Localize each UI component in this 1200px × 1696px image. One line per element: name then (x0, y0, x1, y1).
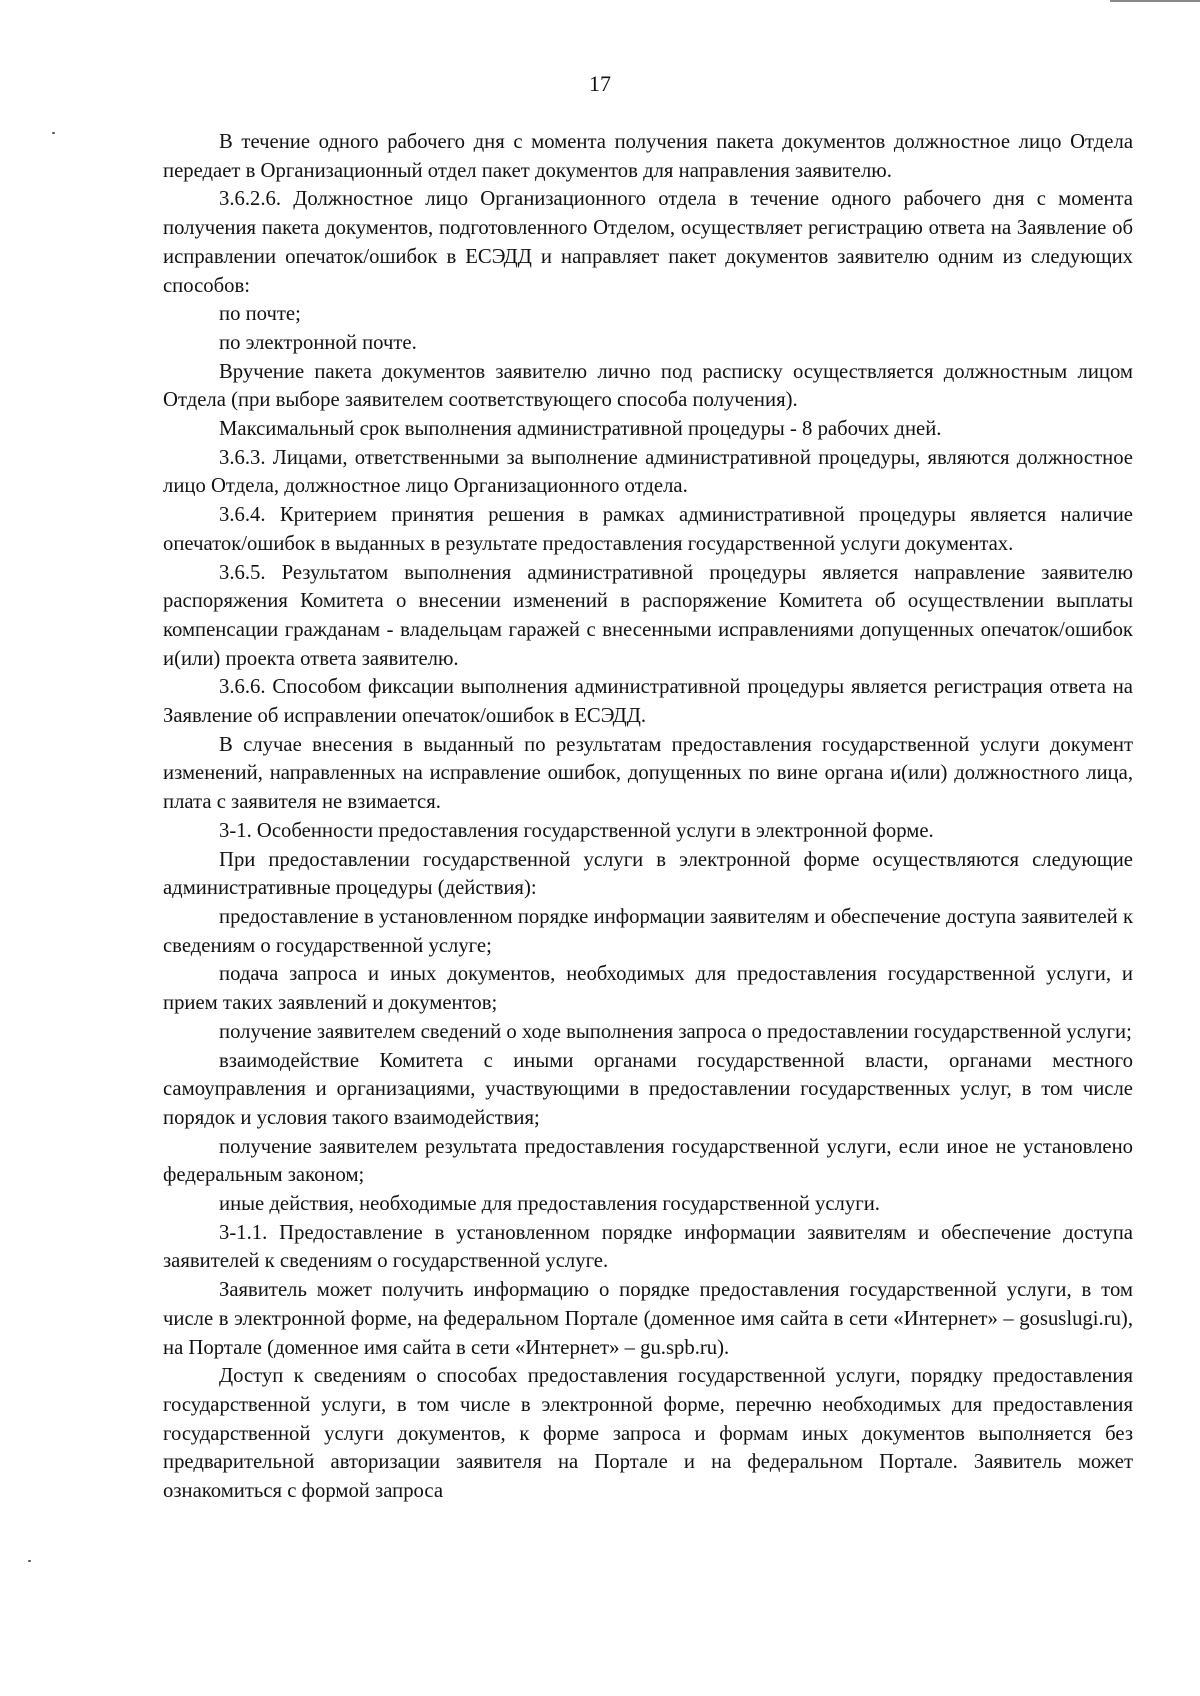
page-number: 17 (589, 71, 611, 96)
list-item: по электронной почте. (219, 331, 417, 354)
section-heading: 3-1. Особенности предоставления государственной услуги в электронной форме. (219, 819, 934, 842)
scan-top-edge-rule (1110, 0, 1200, 2)
paragraph: При предоставлении государственной услуги в электронной форме осуществляются следующие административные процедуры (действия): (163, 848, 1133, 900)
paragraph: 3.6.4. Критерием принятия решения в рамках административной процедуры является наличие опечаток/ошибок в выданных в результате предоставления государственной услуги документах. (163, 504, 1133, 555)
list-item: получение заявителем результата предоставления государственной услуги, если иное не установлено федеральным законом; (163, 1135, 1133, 1187)
list-item: по почте; (219, 303, 301, 326)
paragraph: Максимальный срок выполнения административной процедуры - 8 рабочих дней. (219, 418, 942, 441)
paragraph: Вручение пакета документов заявителю лично под расписку осуществляется должностным лицом Отдела (при выборе заявителем соответствующего способа получения). (163, 360, 1133, 412)
scan-speck (52, 132, 55, 134)
paragraph: 3.6.3. Лицами, ответственными за выполнение административной процедуры, являются должностное лицо Отдела, должностное лицо Организационного отдела. (163, 446, 1133, 498)
paragraph: 3.6.6. Способом фиксации выполнения административной процедуры является регистрация ответа на Заявление об исправлении опечаток/ошибок в ЕСЭДД. (163, 676, 1133, 728)
list-item: получение заявителем сведений о ходе выполнения запроса о предоставлении государственной услуги; (219, 1020, 1132, 1043)
list-item: взаимодействие Комитета с иными органами государственной власти, органами местного самоуправления и организациями, участвующими в предоставлении государственных услуг, в том числе порядок и условия такого взаимодействия; (163, 1049, 1133, 1129)
list-item: подача запроса и иных документов, необходимых для предоставления государственной услуги, и прием таких заявлений и документов; (163, 963, 1133, 1015)
document-body (163, 128, 1133, 1506)
paragraph: Заявитель может получить информацию о порядке предоставления государственной услуги, в том числе в электронной форме, на федеральном Портале (доменное имя сайта в сети «Интернет» – gosuslugi.ru), на Портале (доменное имя сайта в сети «Интернет» – gu.spb.ru). (163, 1279, 1133, 1359)
paragraph: 3.6.2.6. Должностное лицо Организационного отдела в течение одного рабочего дня с момента получения пакета документов, подготовленного Отделом, осуществляет регистрацию ответа на Заявление об исправлении опечаток/ошибок в ЕСЭДД и направляет пакет документов заявителю одним из следующих способов: (163, 188, 1133, 297)
list-item: предоставление в установленном порядке информации заявителям и обеспечение доступа заявителей к сведениям о государственной услуге; (163, 905, 1133, 957)
subsection-heading: 3-1.1. Предоставление в установленном порядке информации заявителям и обеспечение доступа заявителей к сведениям о государственной услуге. (163, 1221, 1133, 1273)
paragraph: 3.6.5. Результатом выполнения административной процедуры является направление заявителю распоряжения Комитета о внесении изменений в распоряжение Комитета об осуществлении выплаты компенсации гражданам - владельцам гаражей с внесенными исправлениями допущенных опечаток/ошибок и(или) проекта ответа заявителю. (163, 561, 1133, 670)
list-item: иные действия, необходимые для предоставления государственной услуги. (219, 1193, 880, 1216)
paragraph: В течение одного рабочего дня с момента получения пакета документов должностное лицо Отдела передает в Организационный отдел пакет документов для направления заявителю. (163, 131, 1133, 182)
scan-speck (28, 1560, 31, 1562)
paragraph: Доступ к сведениям о способах предоставления государственной услуги, порядку предоставления государственной услуги, в том числе в электронной форме, перечню необходимых для предоставления государственной услуги документов, к форме запроса и формам иных документов выполняется без предварительной авторизации заявителя на Портале и на федеральном Портале. Заявитель может ознакомиться с формой запроса (163, 1365, 1133, 1503)
paragraph: В случае внесения в выданный по результатам предоставления государственной услуги документ изменений, направленных на исправление ошибок, допущенных по вине органа и(или) должностного лица, плата с заявителя не взимается. (163, 733, 1133, 814)
